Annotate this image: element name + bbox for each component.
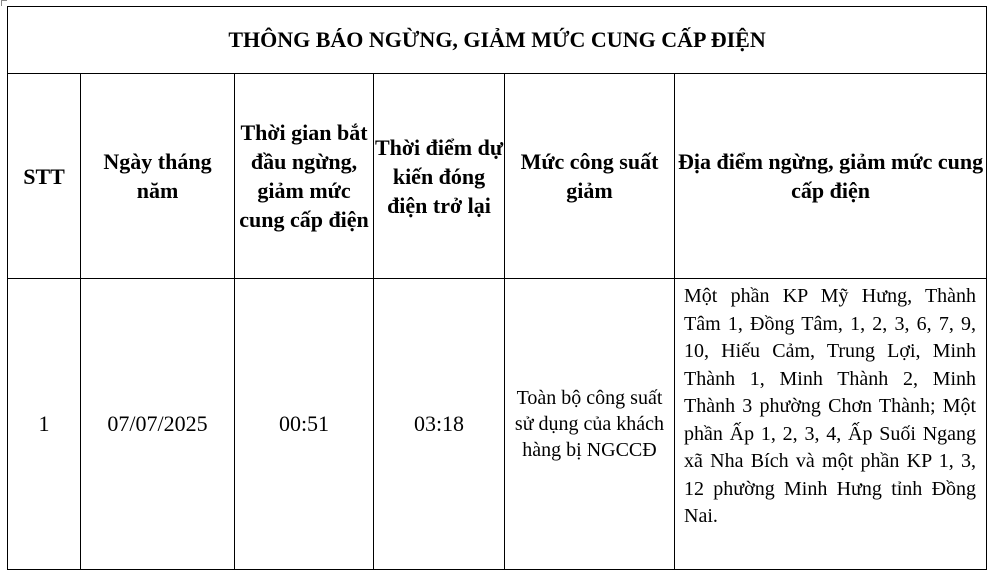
cell-restore-time: 03:18 <box>374 279 505 570</box>
cell-location: Một phần KP Mỹ Hưng, Thành Tâm 1, Đồng Tâm, 1, 2, 3, 6, 7, 9, 10, Hiếu Cảm, Trung Lợi, Minh Thành 1, Minh Thành 2, Minh Thành 3 phường Chơn Thành; Một phần Ấp 1, 2, 3, 4, Ấp Suối Ngang xã Nha Bích và một phần KP 1, 3, 12 phường Minh Hưng tỉnh Đồng Nai. <box>675 279 987 570</box>
header-restore-time: Thời điểm dự kiến đóng điện trở lại <box>374 74 505 279</box>
header-power-reduction: Mức công suất giảm <box>505 74 675 279</box>
table-row <box>8 279 987 570</box>
cell-date: 07/07/2025 <box>81 279 235 570</box>
header-date: Ngày tháng năm <box>81 74 235 279</box>
cell-power-reduction: Toàn bộ công suất sử dụng của khách hàng bị NGCCĐ <box>505 279 675 570</box>
cell-start-time: 00:51 <box>235 279 374 570</box>
power-outage-table <box>7 6 987 570</box>
header-start-time: Thời gian bắt đầu ngừng, giảm mức cung cấp điện <box>235 74 374 279</box>
header-stt: STT <box>8 74 81 279</box>
header-row <box>8 74 987 279</box>
cell-stt: 1 <box>8 279 81 570</box>
table-title: THÔNG BÁO NGỪNG, GIẢM MỨC CUNG CẤP ĐIỆN <box>8 7 987 74</box>
header-location: Địa điểm ngừng, giảm mức cung cấp điện <box>675 74 987 279</box>
